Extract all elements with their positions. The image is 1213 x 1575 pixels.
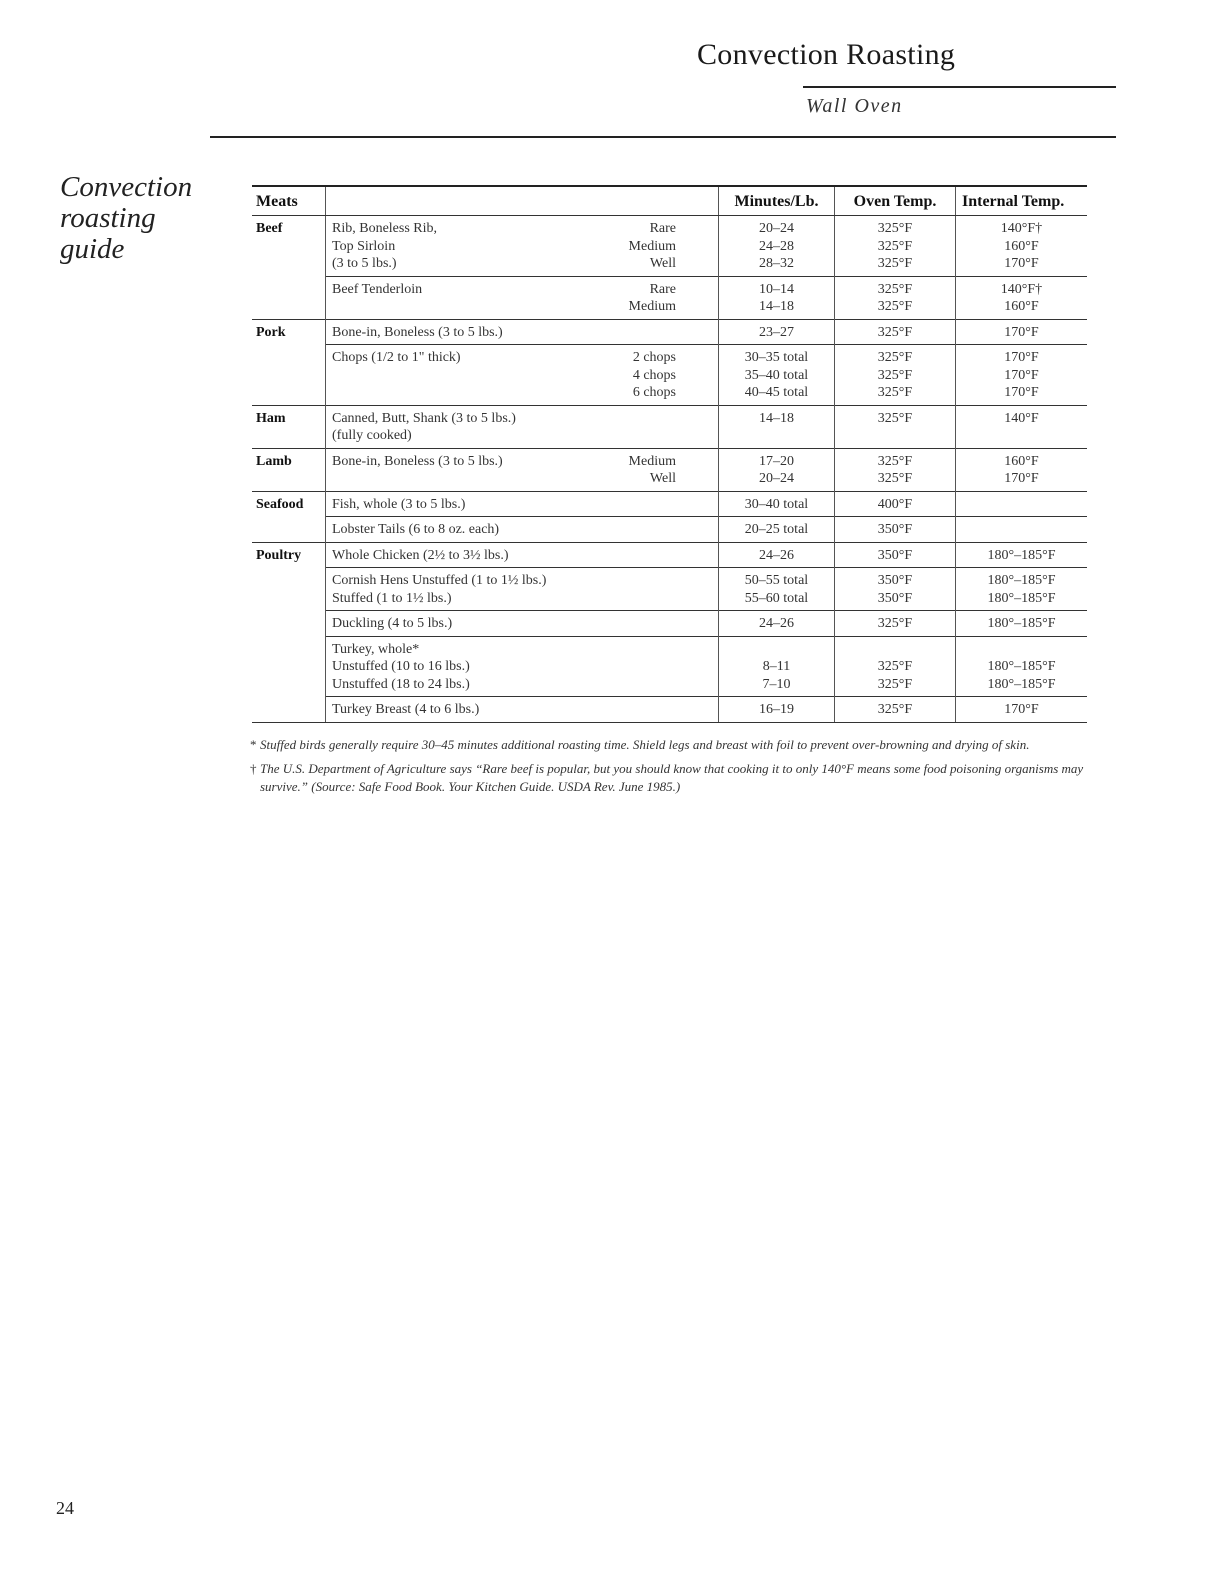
header-minutes: Minutes/Lb. bbox=[719, 186, 835, 216]
table-row bbox=[252, 491, 1087, 517]
internal-temp-line: 140°F† bbox=[1000, 281, 1043, 297]
table-row bbox=[252, 517, 1087, 543]
minutes-line: 35–40 total bbox=[744, 367, 809, 383]
oven-temp-line: 325°F bbox=[877, 299, 913, 314]
footnote-mark: † bbox=[250, 761, 257, 776]
oven-temp-lines bbox=[841, 641, 949, 694]
cut-description bbox=[326, 405, 719, 448]
minutes-line: 28–32 bbox=[759, 256, 794, 271]
cut-line: Beef Tenderloin bbox=[332, 281, 423, 297]
internal-temp-lines bbox=[962, 324, 1081, 342]
page-title: Convection Roasting bbox=[697, 38, 956, 71]
minutes-per-lb bbox=[719, 448, 835, 491]
internal-temp-lines bbox=[962, 701, 1081, 719]
cut-line: Unstuffed (18 to 24 lbs.) bbox=[332, 676, 470, 692]
minutes-line: 20–25 total bbox=[744, 522, 809, 537]
minutes-lines bbox=[725, 281, 828, 316]
cut-description bbox=[326, 611, 719, 637]
oven-temp-line: 325°F bbox=[877, 367, 913, 383]
cut-line: Bone-in, Boneless (3 to 5 lbs.) bbox=[332, 324, 503, 340]
oven-temp bbox=[835, 517, 956, 543]
oven-temp-line: 325°F bbox=[877, 350, 913, 365]
internal-temp-lines bbox=[962, 453, 1081, 488]
description-wrap bbox=[332, 281, 712, 316]
doneness-line: 4 chops bbox=[632, 367, 676, 383]
meat-category: Seafood bbox=[252, 491, 326, 517]
side-heading bbox=[60, 172, 210, 265]
minutes-line: 17–20 bbox=[759, 453, 794, 469]
minutes-lines bbox=[725, 641, 828, 694]
description-wrap bbox=[332, 453, 712, 488]
cut-lines bbox=[332, 324, 503, 342]
cut-description bbox=[326, 319, 719, 345]
minutes-per-lb bbox=[719, 216, 835, 277]
oven-temp-lines bbox=[841, 220, 949, 273]
cut-description bbox=[326, 216, 719, 277]
cut-line: Bone-in, Boneless (3 to 5 lbs.) bbox=[332, 453, 503, 469]
oven-temp-line: 325°F bbox=[877, 471, 913, 486]
cut-lines bbox=[332, 281, 422, 316]
footnote bbox=[250, 736, 1096, 754]
oven-temp-line: 325°F bbox=[877, 385, 913, 400]
oven-temp-lines bbox=[841, 453, 949, 488]
footnote-mark: * bbox=[250, 737, 257, 752]
oven-temp-line: 325°F bbox=[877, 324, 913, 340]
internal-temp-line bbox=[962, 641, 1081, 659]
oven-temp bbox=[835, 276, 956, 319]
oven-temp bbox=[835, 568, 956, 611]
internal-temp-lines bbox=[962, 572, 1081, 607]
header-description bbox=[326, 186, 719, 216]
cut-description bbox=[326, 491, 719, 517]
minutes-line bbox=[725, 641, 828, 659]
minutes-line: 7–10 bbox=[762, 676, 791, 692]
minutes-line: 24–26 bbox=[759, 616, 794, 631]
meat-category: Poultry bbox=[252, 542, 326, 568]
cut-line: Top Sirloin bbox=[332, 238, 396, 254]
meat-category bbox=[252, 636, 326, 697]
meat-category: Lamb bbox=[252, 448, 326, 491]
internal-temp-line: 180°–185°F bbox=[987, 616, 1056, 631]
minutes-lines bbox=[725, 572, 828, 607]
meat-category bbox=[252, 697, 326, 723]
minutes-lines bbox=[725, 410, 828, 428]
minutes-lines bbox=[725, 220, 828, 273]
description-wrap bbox=[332, 547, 712, 565]
internal-temp-lines bbox=[962, 220, 1081, 273]
cut-lines bbox=[332, 496, 465, 514]
internal-temp-line: 170°F bbox=[1004, 324, 1039, 340]
minutes-line: 24–26 bbox=[759, 547, 794, 563]
internal-temp bbox=[956, 276, 1088, 319]
cut-line: Lobster Tails (6 to 8 oz. each) bbox=[332, 522, 500, 537]
internal-temp-line: 180°–185°F bbox=[987, 590, 1056, 606]
meat-category: Ham bbox=[252, 405, 326, 448]
oven-temp-line: 350°F bbox=[877, 590, 913, 606]
header-oven-temp: Oven Temp. bbox=[835, 186, 956, 216]
internal-temp-line: 140°F bbox=[1004, 410, 1039, 426]
oven-temp bbox=[835, 448, 956, 491]
internal-temp-lines bbox=[962, 410, 1081, 428]
table-row bbox=[252, 542, 1087, 568]
header-rule bbox=[210, 136, 1116, 138]
internal-temp-line: 170°F bbox=[1004, 702, 1039, 717]
cut-lines bbox=[332, 641, 470, 694]
oven-temp bbox=[835, 405, 956, 448]
cut-lines bbox=[332, 547, 509, 565]
doneness-line: Rare bbox=[649, 221, 676, 236]
cut-line: Turkey Breast (4 to 6 lbs.) bbox=[332, 702, 480, 717]
minutes-per-lb bbox=[719, 611, 835, 637]
cut-lines bbox=[332, 615, 452, 633]
doneness-line: Well bbox=[649, 256, 676, 271]
oven-temp-lines bbox=[841, 701, 949, 719]
minutes-per-lb bbox=[719, 542, 835, 568]
minutes-lines bbox=[725, 324, 828, 342]
internal-temp bbox=[956, 611, 1088, 637]
oven-temp-line bbox=[841, 641, 949, 659]
oven-temp bbox=[835, 216, 956, 277]
internal-temp-line: 170°F bbox=[1004, 256, 1039, 271]
oven-temp-lines bbox=[841, 615, 949, 633]
footnote bbox=[250, 760, 1096, 796]
internal-temp-line: 160°F bbox=[1004, 238, 1039, 254]
meat-category bbox=[252, 345, 326, 406]
doneness-line: Rare bbox=[649, 281, 676, 297]
oven-temp-line: 350°F bbox=[877, 547, 913, 563]
doneness-lines bbox=[633, 349, 712, 402]
internal-temp-line: 170°F bbox=[1004, 385, 1039, 400]
minutes-lines bbox=[725, 496, 828, 514]
minutes-line: 24–28 bbox=[759, 238, 794, 254]
page-subtitle: Wall Oven bbox=[806, 95, 903, 117]
internal-temp bbox=[956, 568, 1088, 611]
minutes-per-lb bbox=[719, 405, 835, 448]
table-body bbox=[252, 216, 1087, 723]
page-number: 24 bbox=[56, 1498, 74, 1518]
internal-temp bbox=[956, 542, 1088, 568]
cut-description bbox=[326, 636, 719, 697]
internal-temp-line: 160°F bbox=[1004, 453, 1039, 469]
minutes-per-lb bbox=[719, 636, 835, 697]
oven-temp bbox=[835, 345, 956, 406]
table-row bbox=[252, 319, 1087, 345]
oven-temp-line: 325°F bbox=[877, 676, 913, 692]
cut-lines bbox=[332, 410, 516, 445]
minutes-line: 20–24 bbox=[759, 471, 794, 486]
doneness-line: 6 chops bbox=[632, 385, 676, 400]
cut-lines bbox=[332, 572, 546, 607]
cut-line: (3 to 5 lbs.) bbox=[332, 256, 397, 271]
header-internal-temp: Internal Temp. bbox=[956, 186, 1088, 216]
oven-temp-line: 350°F bbox=[877, 522, 913, 537]
table-row bbox=[252, 448, 1087, 491]
minutes-lines bbox=[725, 615, 828, 633]
internal-temp-lines bbox=[962, 615, 1081, 633]
cut-description bbox=[326, 448, 719, 491]
meat-category: Pork bbox=[252, 319, 326, 345]
table-row bbox=[252, 216, 1087, 277]
doneness-lines bbox=[629, 453, 712, 488]
minutes-per-lb bbox=[719, 697, 835, 723]
minutes-per-lb bbox=[719, 491, 835, 517]
description-wrap bbox=[332, 521, 712, 539]
meat-category bbox=[252, 568, 326, 611]
minutes-line: 8–11 bbox=[762, 659, 791, 674]
oven-temp-line: 325°F bbox=[877, 616, 913, 631]
cut-line: Cornish Hens Unstuffed (1 to 1½ lbs.) bbox=[332, 573, 547, 588]
cut-line: Rib, Boneless Rib, bbox=[332, 221, 438, 236]
internal-temp bbox=[956, 448, 1088, 491]
description-wrap bbox=[332, 641, 712, 694]
table-header-row bbox=[252, 186, 1087, 216]
internal-temp bbox=[956, 319, 1088, 345]
internal-temp-line: 160°F bbox=[1004, 299, 1039, 314]
footnotes bbox=[250, 736, 1096, 802]
doneness-line: Medium bbox=[628, 238, 676, 254]
minutes-per-lb bbox=[719, 568, 835, 611]
doneness-line: Medium bbox=[628, 453, 676, 469]
cut-description bbox=[326, 276, 719, 319]
minutes-line: 40–45 total bbox=[744, 385, 809, 400]
footnote-text: The U.S. Department of Agriculture says “Rare beef is popular, but you should know that cooking it to only 140°F means some food poisoning organisms may survive.” (Source: Safe Food Book. Your Kitchen Guide. USDA Rev. June 1985.) bbox=[260, 761, 1084, 794]
roasting-guide-table bbox=[252, 185, 1087, 723]
cut-line: Canned, Butt, Shank (3 to 5 lbs.) bbox=[332, 410, 516, 426]
internal-temp bbox=[956, 697, 1088, 723]
table-row bbox=[252, 636, 1087, 697]
side-heading-line: Convection bbox=[60, 171, 193, 203]
oven-temp-lines bbox=[841, 349, 949, 402]
oven-temp bbox=[835, 636, 956, 697]
minutes-lines bbox=[725, 521, 828, 539]
side-heading-line: roasting bbox=[60, 202, 156, 234]
table-row bbox=[252, 611, 1087, 637]
internal-temp-lines bbox=[962, 349, 1081, 402]
cut-line: Unstuffed (10 to 16 lbs.) bbox=[332, 659, 470, 674]
meat-category bbox=[252, 611, 326, 637]
internal-temp-line: 140°F† bbox=[1000, 221, 1043, 236]
cut-description bbox=[326, 697, 719, 723]
minutes-lines bbox=[725, 547, 828, 565]
header-meats: Meats bbox=[252, 186, 326, 216]
minutes-lines bbox=[725, 349, 828, 402]
cut-line: Turkey, whole* bbox=[332, 641, 420, 657]
table-row bbox=[252, 276, 1087, 319]
internal-temp-line: 170°F bbox=[1004, 367, 1039, 383]
minutes-line: 30–40 total bbox=[744, 496, 809, 512]
internal-temp bbox=[956, 636, 1088, 697]
internal-temp bbox=[956, 491, 1088, 517]
minutes-line: 50–55 total bbox=[744, 573, 809, 588]
cut-description bbox=[326, 345, 719, 406]
description-wrap bbox=[332, 615, 712, 633]
description-wrap bbox=[332, 572, 712, 607]
internal-temp bbox=[956, 216, 1088, 277]
doneness-line: 2 chops bbox=[632, 350, 676, 365]
oven-temp-line: 325°F bbox=[877, 410, 913, 426]
internal-temp-line: 180°–185°F bbox=[987, 676, 1056, 692]
table-row bbox=[252, 568, 1087, 611]
oven-temp-lines bbox=[841, 496, 949, 514]
oven-temp-line: 325°F bbox=[877, 281, 913, 297]
minutes-lines bbox=[725, 701, 828, 719]
oven-temp bbox=[835, 697, 956, 723]
internal-temp bbox=[956, 517, 1088, 543]
oven-temp-line: 400°F bbox=[877, 496, 913, 512]
minutes-line: 14–18 bbox=[759, 299, 794, 314]
internal-temp-line: 180°–185°F bbox=[987, 659, 1056, 674]
title-rule bbox=[803, 86, 1116, 88]
doneness-lines bbox=[629, 281, 712, 316]
oven-temp-lines bbox=[841, 572, 949, 607]
oven-temp-lines bbox=[841, 324, 949, 342]
doneness-lines bbox=[629, 220, 712, 273]
minutes-per-lb bbox=[719, 517, 835, 543]
internal-temp-line: 180°–185°F bbox=[987, 573, 1056, 588]
doneness-line: Well bbox=[649, 471, 676, 486]
minutes-lines bbox=[725, 453, 828, 488]
cut-line: Fish, whole (3 to 5 lbs.) bbox=[332, 496, 466, 512]
oven-temp-lines bbox=[841, 410, 949, 428]
oven-temp-line: 350°F bbox=[877, 573, 913, 588]
cut-lines bbox=[332, 453, 503, 488]
minutes-line: 20–24 bbox=[759, 221, 794, 236]
cut-lines bbox=[332, 220, 437, 273]
cut-line: Chops (1/2 to 1" thick) bbox=[332, 350, 461, 365]
internal-temp bbox=[956, 405, 1088, 448]
cut-lines bbox=[332, 521, 499, 539]
meat-category bbox=[252, 276, 326, 319]
description-wrap bbox=[332, 410, 712, 445]
oven-temp-line: 325°F bbox=[877, 238, 913, 254]
minutes-per-lb bbox=[719, 345, 835, 406]
minutes-per-lb bbox=[719, 319, 835, 345]
minutes-per-lb bbox=[719, 276, 835, 319]
oven-temp-lines bbox=[841, 547, 949, 565]
cut-line: Whole Chicken (2½ to 3½ lbs.) bbox=[332, 547, 509, 563]
minutes-line: 16–19 bbox=[759, 702, 794, 717]
minutes-line: 30–35 total bbox=[744, 350, 809, 365]
footnote-text: Stuffed birds generally require 30–45 minutes additional roasting time. Shield legs and breast with foil to prevent over-browning and drying of skin. bbox=[260, 737, 1030, 752]
minutes-line: 23–27 bbox=[759, 324, 794, 340]
description-wrap bbox=[332, 220, 712, 273]
internal-temp-lines bbox=[962, 281, 1081, 316]
meat-category bbox=[252, 517, 326, 543]
internal-temp-line: 170°F bbox=[1004, 471, 1039, 486]
oven-temp bbox=[835, 319, 956, 345]
doneness-line: Medium bbox=[628, 299, 676, 314]
minutes-line: 55–60 total bbox=[744, 590, 809, 606]
cut-lines bbox=[332, 349, 461, 402]
oven-temp-lines bbox=[841, 281, 949, 316]
internal-temp-lines bbox=[962, 547, 1081, 565]
table-row bbox=[252, 405, 1087, 448]
cut-line: Duckling (4 to 5 lbs.) bbox=[332, 616, 453, 631]
cut-line: (fully cooked) bbox=[332, 428, 412, 443]
table-row bbox=[252, 697, 1087, 723]
side-heading-line: guide bbox=[60, 233, 125, 265]
oven-temp-line: 325°F bbox=[877, 256, 913, 271]
minutes-line: 10–14 bbox=[759, 281, 794, 297]
description-wrap bbox=[332, 349, 712, 402]
cut-lines bbox=[332, 701, 479, 719]
cut-line: Stuffed (1 to 1½ lbs.) bbox=[332, 590, 452, 606]
internal-temp-lines bbox=[962, 641, 1081, 694]
internal-temp bbox=[956, 345, 1088, 406]
minutes-line: 14–18 bbox=[759, 410, 794, 426]
cut-description bbox=[326, 568, 719, 611]
oven-temp-line: 325°F bbox=[877, 659, 913, 674]
cut-description bbox=[326, 517, 719, 543]
oven-temp bbox=[835, 542, 956, 568]
description-wrap bbox=[332, 701, 712, 719]
table-row bbox=[252, 345, 1087, 406]
description-wrap bbox=[332, 324, 712, 342]
internal-temp-line: 170°F bbox=[1004, 350, 1039, 365]
oven-temp-line: 325°F bbox=[877, 221, 913, 236]
oven-temp bbox=[835, 611, 956, 637]
oven-temp-lines bbox=[841, 521, 949, 539]
description-wrap bbox=[332, 496, 712, 514]
oven-temp-line: 325°F bbox=[877, 453, 913, 469]
oven-temp-line: 325°F bbox=[877, 702, 913, 717]
oven-temp bbox=[835, 491, 956, 517]
cut-description bbox=[326, 542, 719, 568]
meat-category: Beef bbox=[252, 216, 326, 277]
internal-temp-line: 180°–185°F bbox=[987, 547, 1056, 563]
